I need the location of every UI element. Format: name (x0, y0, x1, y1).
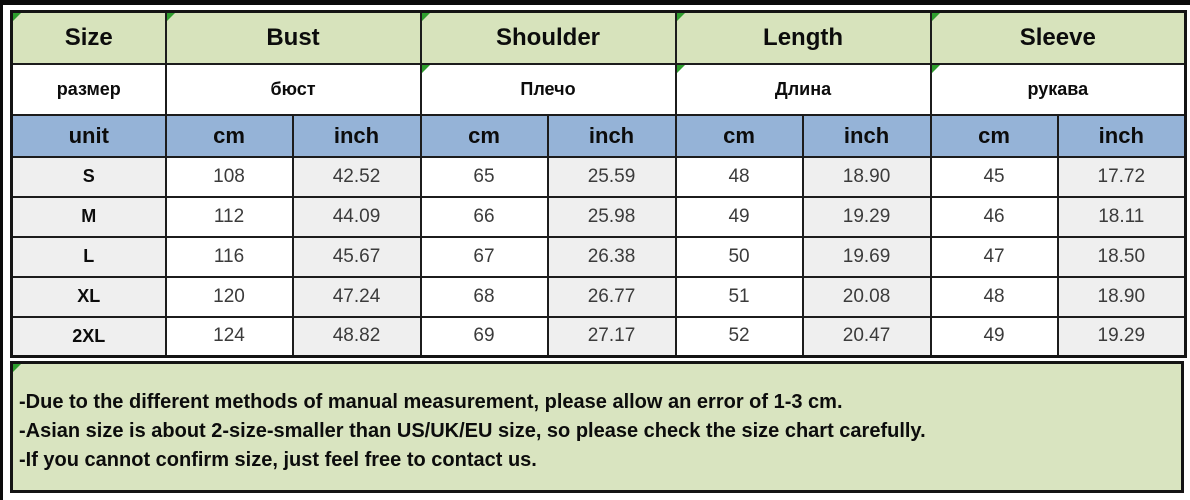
cell-bust-cm: 124 (166, 317, 293, 357)
size-chart-table (10, 10, 1187, 358)
table-row (12, 317, 1186, 357)
cell-shoulder-inch: 27.17 (548, 317, 676, 357)
unit-length-inch: inch (803, 115, 931, 157)
header-bust-label: Bust (266, 23, 320, 51)
cell-length-inch: 19.29 (803, 197, 931, 237)
header-shoulder (421, 12, 676, 64)
cell-sleeve-inch: 18.50 (1058, 237, 1186, 277)
cell-sleeve-inch: 18.90 (1058, 277, 1186, 317)
unit-shoulder-cm: cm (421, 115, 548, 157)
cell-shoulder-inch: 25.59 (548, 157, 676, 197)
comment-marker-icon (167, 13, 175, 21)
header-ru-sleeve-label: рукава (1027, 78, 1089, 99)
cell-bust-inch: 44.09 (293, 197, 421, 237)
cell-length-inch: 18.90 (803, 157, 931, 197)
header-shoulder-label: Shoulder (496, 23, 601, 51)
image-left-border (0, 0, 3, 500)
comment-marker-icon (422, 13, 430, 21)
cell-shoulder-inch: 26.77 (548, 277, 676, 317)
cell-bust-cm: 112 (166, 197, 293, 237)
unit-header (12, 115, 166, 157)
cell-sleeve-cm: 47 (931, 237, 1058, 277)
comment-marker-icon (13, 364, 21, 372)
cell-sleeve-cm: 48 (931, 277, 1058, 317)
header-ru-length (676, 64, 931, 115)
comment-marker-icon (422, 65, 430, 73)
cell-sleeve-cm: 46 (931, 197, 1058, 237)
row-size-label: M (12, 197, 166, 237)
table-row (12, 157, 1186, 197)
cell-shoulder-cm: 66 (421, 197, 548, 237)
header-sleeve-label: Sleeve (1019, 23, 1096, 51)
row-size-label: XL (12, 277, 166, 317)
cell-bust-cm: 116 (166, 237, 293, 277)
unit-length-cm: cm (676, 115, 803, 157)
table-row (12, 197, 1186, 237)
cell-sleeve-inch: 19.29 (1058, 317, 1186, 357)
cell-bust-inch: 47.24 (293, 277, 421, 317)
cell-shoulder-cm: 68 (421, 277, 548, 317)
unit-sleeve-cm: cm (931, 115, 1058, 157)
comment-marker-icon (677, 13, 685, 21)
unit-sleeve-inch: inch (1058, 115, 1186, 157)
cell-bust-inch: 45.67 (293, 237, 421, 277)
header-ru-bust-label: бюст (270, 78, 316, 99)
header-length-label: Length (763, 23, 844, 51)
cell-bust-inch: 42.52 (293, 157, 421, 197)
cell-length-cm: 48 (676, 157, 803, 197)
header-length (676, 12, 931, 64)
row-size-label: L (12, 237, 166, 277)
note-line-2: -Asian size is about 2-size-smaller than US/UK/EU size, so please check the size chart carefully. (19, 420, 926, 442)
comment-marker-icon (932, 13, 940, 21)
header-bust (166, 12, 421, 64)
cell-bust-inch: 48.82 (293, 317, 421, 357)
header-ru-shoulder-label: Плечо (520, 78, 576, 99)
unit-shoulder-inch: inch (548, 115, 676, 157)
measurement-notes (10, 361, 1184, 493)
image-top-border (0, 0, 1190, 5)
cell-shoulder-inch: 26.38 (548, 237, 676, 277)
table-row (12, 237, 1186, 277)
note-line-1: -Due to the different methods of manual measurement, please allow an error of 1-3 cm. (19, 391, 843, 413)
cell-shoulder-inch: 25.98 (548, 197, 676, 237)
cell-length-cm: 49 (676, 197, 803, 237)
cell-bust-cm: 120 (166, 277, 293, 317)
cell-sleeve-cm: 45 (931, 157, 1058, 197)
cell-length-inch: 20.47 (803, 317, 931, 357)
header-ru-shoulder (421, 64, 676, 115)
cell-sleeve-inch: 17.72 (1058, 157, 1186, 197)
table-row (12, 277, 1186, 317)
unit-bust-cm: cm (166, 115, 293, 157)
cell-length-inch: 19.69 (803, 237, 931, 277)
header-size (12, 12, 166, 64)
cell-shoulder-cm: 69 (421, 317, 548, 357)
cell-sleeve-inch: 18.11 (1058, 197, 1186, 237)
cell-length-cm: 50 (676, 237, 803, 277)
header-ru-size (12, 64, 166, 115)
header-ru-bust (166, 64, 421, 115)
header-size-label: Size (64, 23, 113, 51)
unit-bust-inch: inch (293, 115, 421, 157)
comment-marker-icon (932, 65, 940, 73)
comment-marker-icon (677, 65, 685, 73)
cell-shoulder-cm: 67 (421, 237, 548, 277)
cell-length-cm: 52 (676, 317, 803, 357)
cell-bust-cm: 108 (166, 157, 293, 197)
header-ru-sleeve (931, 64, 1186, 115)
header-sleeve (931, 12, 1186, 64)
row-size-label: S (12, 157, 166, 197)
cell-shoulder-cm: 65 (421, 157, 548, 197)
comment-marker-icon (13, 13, 21, 21)
cell-sleeve-cm: 49 (931, 317, 1058, 357)
note-line-3: -If you cannot confirm size, just feel free to contact us. (19, 449, 537, 471)
row-size-label: 2XL (12, 317, 166, 357)
header-ru-length-label: Длина (774, 78, 832, 99)
unit-header-label: unit (68, 122, 109, 148)
cell-length-cm: 51 (676, 277, 803, 317)
cell-length-inch: 20.08 (803, 277, 931, 317)
header-ru-size-label: размер (56, 78, 121, 99)
